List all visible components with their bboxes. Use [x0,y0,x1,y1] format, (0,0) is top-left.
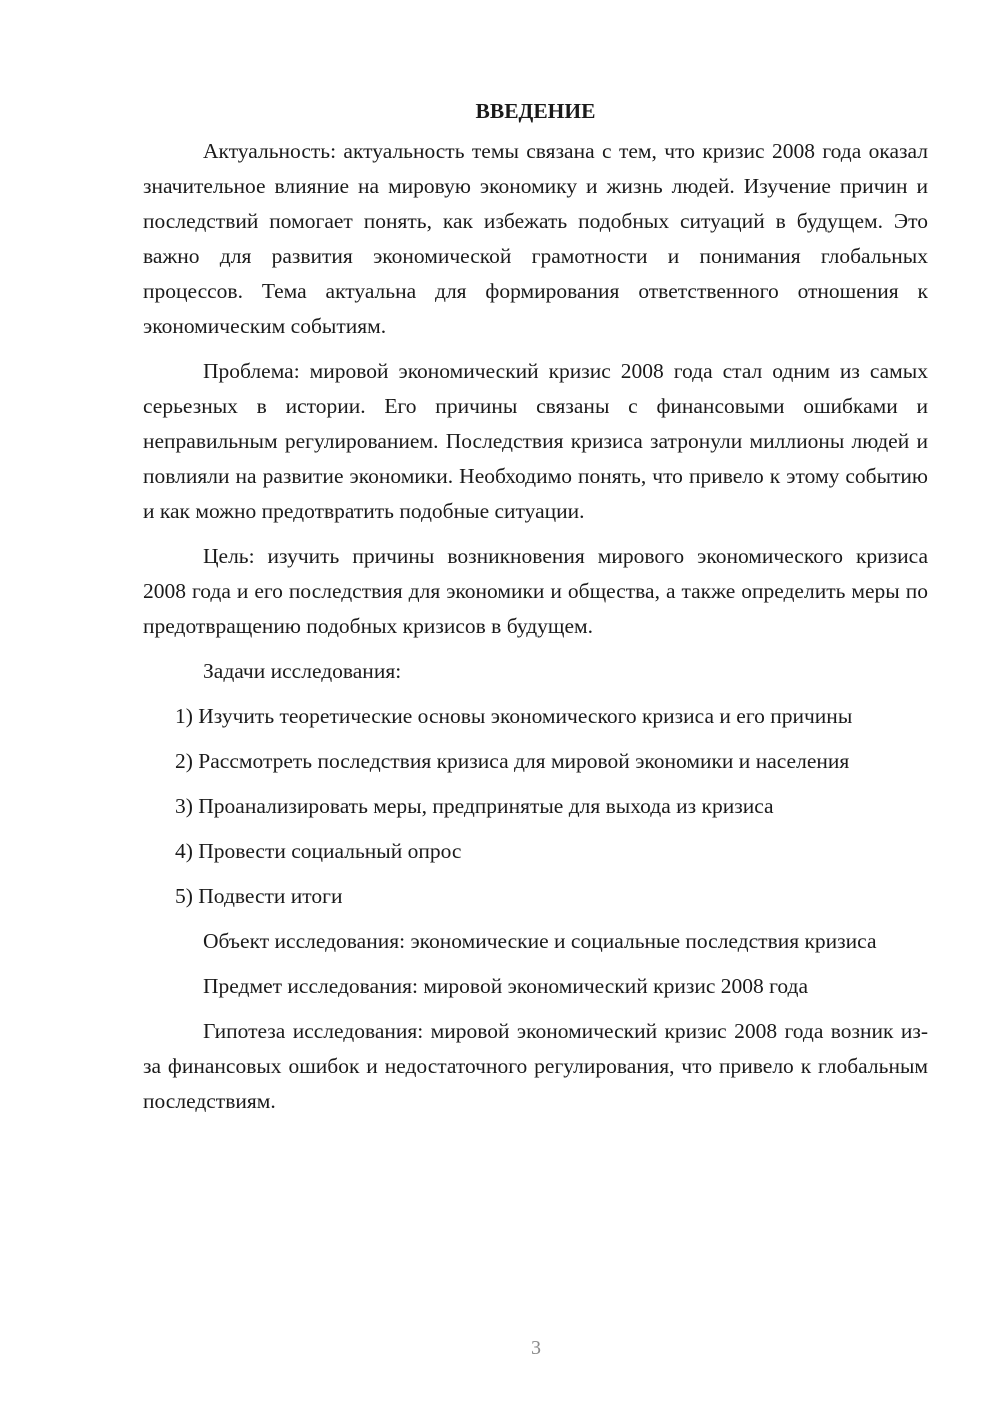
goal-paragraph: Цель: изучить причины возникновения мирового экономического кризиса 2008 года и его последствия для экономики и общества, а также определить меры по предотвращению подобных кризисов в будущем. [143,544,928,638]
task-item-4: 4) Провести социальный опрос [175,839,462,863]
tasks-heading: Задачи исследования: [203,659,402,683]
hypothesis-paragraph: Гипотеза исследования: мировой экономический кризис 2008 года возник из-за финансовых ошибок и недостаточного регулирования, что привело к глобальным последствиям. [143,1019,928,1113]
page-title: ВВЕДЕНИЕ [475,99,596,123]
page-number: 3 [531,1337,541,1359]
task-item-2: 2) Рассмотреть последствия кризиса для мировой экономики и населения [175,749,850,773]
research-subject-paragraph: Предмет исследования: мировой экономический кризис 2008 года [203,974,809,998]
task-item-1: 1) Изучить теоретические основы экономического кризиса и его причины [175,704,853,728]
task-item-5: 5) Подвести итоги [175,884,343,908]
relevance-paragraph: Актуальность: актуальность темы связана с тем, что кризис 2008 года оказал значительное влияние на мировую экономику и жизнь людей. Изучение причин и последствий помогает понять, как избежать подобных ситуаций в будущем. Это важно для развития экономической грамотности и понимания глобальных процессов. Тема актуальна для формирования ответственного отношения к экономическим событиям. [143,139,928,338]
problem-paragraph: Проблема: мировой экономический кризис 2008 года стал одним из самых серьезных в истории. Его причины связаны с финансовыми ошибками и неправильным регулированием. Последствия кризиса затронули миллионы людей и повлияли на развитие экономики. Необходимо понять, что привело к этому событию и как можно предотвратить подобные ситуации. [143,359,928,523]
task-item-3: 3) Проанализировать меры, предпринятые для выхода из кризиса [175,794,774,818]
research-object-paragraph: Объект исследования: экономические и социальные последствия кризиса [203,929,877,953]
